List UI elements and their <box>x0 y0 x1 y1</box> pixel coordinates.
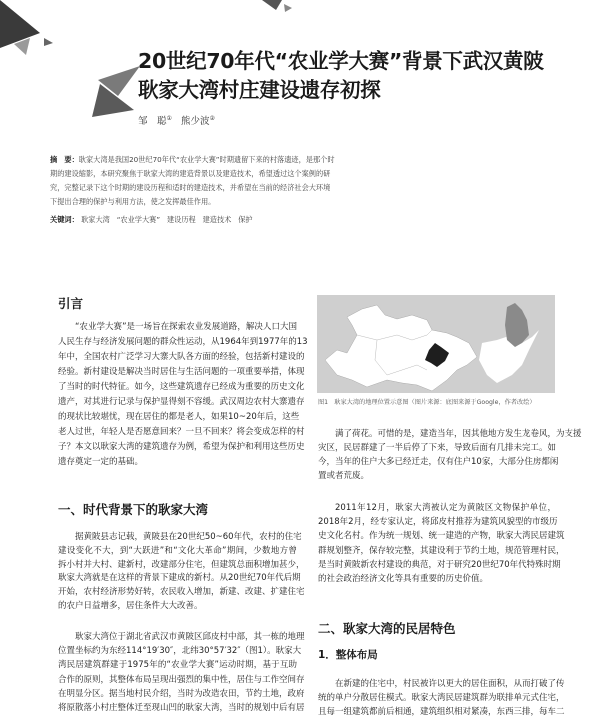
text-line: 湾民居建筑群建于1975年的“农业学大赛”运动时期，基于互助 <box>58 660 297 671</box>
author-mark: ① <box>166 114 172 122</box>
text-line: 灾区，民居群建了一半后停了下来，导致后面有几排未完工。如 <box>318 443 557 453</box>
section1-paragraph <box>58 531 305 614</box>
text-line: 位置坐标约为东经114°19′30″，北纬30°57′32″（图1）。耿家大 <box>58 646 302 657</box>
paper-title-line1: 20世纪70年代“农业学大赛”背景下武汉黄陂 <box>138 49 544 73</box>
author-name: 邹 聪 <box>138 116 167 127</box>
figure1-map <box>317 295 555 393</box>
text-line: 统的单户分散居住模式。耿家大湾民居建筑群为联排单元式住宅， <box>318 693 565 703</box>
text-line: 了当时的时代特征。如今，这些建筑遗存已经成为重要的历史文化 <box>58 382 305 392</box>
triangle-shape <box>44 38 53 46</box>
abstract-line: 究，完整记录下这个时期的建设历程和适时的建造技术，并希望在当前的经济社会大环境 <box>50 183 331 192</box>
paper-title-line2: 耿家大湾村庄建设遗存初探 <box>138 78 381 102</box>
text-line: 遗存奠定一定的基础。 <box>58 457 144 467</box>
text-line: 据黄陂县志记载，黄陂县在20世纪50~60年代，农村的住宅 <box>75 532 302 542</box>
text-line: 年中，全国农村广泛学习大寨大队各方面的经验，包括新村建设的 <box>58 352 305 362</box>
section-heading-intro: 引言 <box>58 296 84 311</box>
text-line: 在明显分区。据当地村民介绍，当时为改造农田，节约土地，政府 <box>58 688 305 699</box>
text-line: “农业学大赛”是一场旨在探索农业发展道路，解决人口大国 <box>75 322 297 332</box>
keyword: 耿家大湾 <box>81 215 110 224</box>
text-line: 在新建的住宅中，村民被许以更大的居住面积，从而打破了传 <box>335 679 565 689</box>
keywords-label: 关键词： <box>50 215 79 224</box>
text-line: 史文化名村。作为统一规划、统一建造的产物，耿家大湾民居建筑 <box>318 531 565 542</box>
text-line: 群规划整齐，保存较完整，其建设利于节约土地，规范管理村民， <box>318 545 565 556</box>
subsection-heading: 1．整体布局 <box>318 649 378 661</box>
keywords <box>50 215 253 225</box>
triangle-shape <box>262 0 282 10</box>
text-line: 经验。新村建设是解决当时居住与生活问题的一项重要举措，体现 <box>58 367 305 377</box>
text-line: 且每一组建筑都前后相通，建筑组织相对紧凑，东西三排，每车二 <box>318 707 565 717</box>
abstract-label: 摘 要： <box>50 155 79 164</box>
section-heading-2: 二、耿家大湾的民居特色 <box>318 621 456 636</box>
author-name: 熊少波 <box>180 116 210 127</box>
right-paragraph <box>318 427 582 483</box>
text-line: 的农户日益增多，居住条件大大改善。 <box>58 600 203 611</box>
keyword: 建造技术 <box>202 215 232 224</box>
text-line: 建设变化不大，到“大跃进”和“文化大革命”期间，少数地方曾 <box>58 545 297 556</box>
author-mark: ② <box>209 114 215 122</box>
text-line: 的现状比较堪忧，现在居住的都是老人，如果10~20年后，这些 <box>58 412 300 422</box>
abstract-line: 期的建设缩影，本研究聚焦于耿家大湾的建造背景以及建造技术，希望透过这个案例的研 <box>50 169 331 178</box>
text-line: 置或者荒废。 <box>318 471 370 481</box>
text-line: 拆小村并大村、建新村，改建部分住宅，但建筑总面积增加甚少， <box>58 559 305 570</box>
section2-paragraph <box>318 677 565 719</box>
abstract-line: 下提出合理的保护与利用方法，使之发挥最佳作用。 <box>50 197 216 206</box>
text-line: 老人过世，年轻人是否愿意回来？一旦不回来？将会变成怎样的村 <box>58 427 305 437</box>
section-heading-1: 一、时代背景下的耿家大湾 <box>58 502 209 517</box>
triangle-shape <box>0 0 40 48</box>
text-line: 将原散落小村庄整体迁至现山凹的耿家大湾，当时的规划中后有居 <box>58 702 305 713</box>
triangle-shape <box>284 4 292 12</box>
keyword: 保护 <box>238 215 253 224</box>
figure1-caption: 图1 耿家大湾的地理位置示意图（图片来源：底图来源于Google，作者改绘） <box>318 399 536 406</box>
text-line: 合作的原则，其整体布局呈现出强烈的集中性，居住与工作空间存 <box>58 674 305 685</box>
authors <box>138 113 215 127</box>
text-line: 2018年2月，经专家认定，将邱皮村推荐为建筑风貌型的市级历 <box>318 517 558 528</box>
text-line: 开始，农村经济形势好转，农民收入增加，新建、改建、扩建住宅 <box>58 587 305 598</box>
intro-paragraph <box>58 320 308 470</box>
right-paragraph <box>318 501 565 586</box>
text-line: 今，当年的住户大多已经迁走，仅有住户10家，大部分住房都闲 <box>318 457 559 467</box>
text-line: 的社会政治经济文化等具有重要的历史价值。 <box>318 573 489 584</box>
text-line: 2011年12月，耿家大湾被认定为黄陂区文物保护单位， <box>335 503 556 513</box>
keyword: “农业学大赛” <box>116 215 161 224</box>
text-line: 人民生存与经济发展问题的群众性运动，从1964年到1977年的13 <box>58 337 308 347</box>
abstract-line: 耿家大湾是我国20世纪70年代“农业学大赛”时期遗留下来的村落遗迹，是那个时 <box>78 155 335 164</box>
text-line: 满了荷花。可惜的是，建造当年，因其他地方发生龙卷风，为支援 <box>335 429 582 439</box>
text-line: 遗产，对其进行记录与保护显得刻不容缓。武汉周边农村大寨遗存 <box>58 397 305 407</box>
text-line: 耿家大湾就是在这样的背景下建成的新村。从20世纪70年代后期 <box>58 573 301 584</box>
text-line: 耿家大湾位于湖北省武汉市黄陂区邱皮村中部，其一栋的地理 <box>75 632 305 642</box>
abstract <box>50 153 335 209</box>
text-line: 子？本文以耿家大湾的建筑遗存为例，希望为保护和利用这些历史 <box>58 442 305 452</box>
section1-paragraph <box>58 630 305 715</box>
keyword: 建设历程 <box>166 215 196 224</box>
text-line: 是当时黄陂新农村建设的典范，对于研究20世纪70年代特殊时期 <box>318 559 561 570</box>
